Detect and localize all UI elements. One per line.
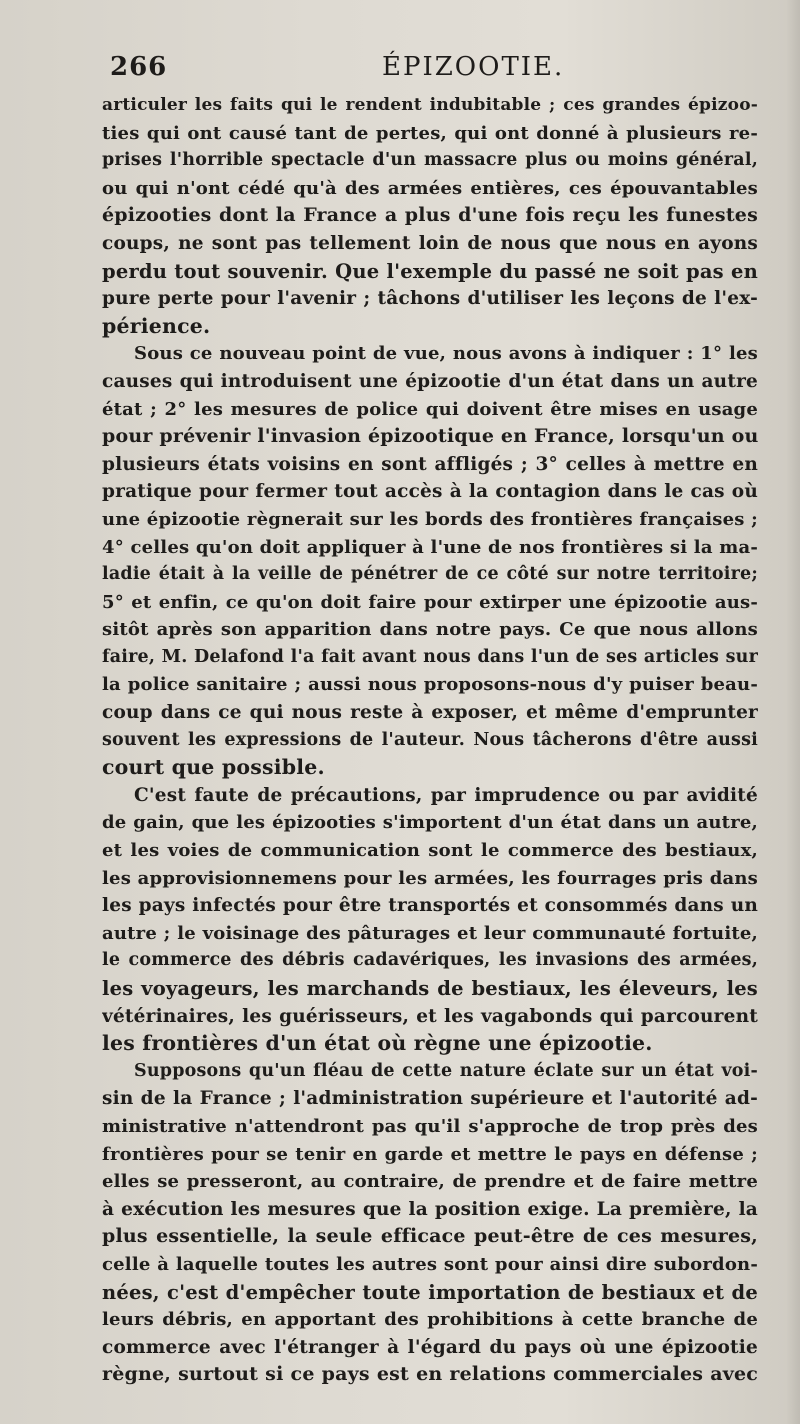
text-line: 4° celles qu'on doit appliquer à l'une de nos frontières si la ma- <box>102 536 758 558</box>
text-line: la police sanitaire ; aussi nous proposons-nous d'y puiser beau- <box>102 674 758 696</box>
text-line: plusieurs états voisins en sont affligés ; 3° celles à mettre en <box>102 453 758 475</box>
text-line: leurs débris, en apportant des prohibitions à cette branche de <box>102 1309 758 1331</box>
body-text <box>102 92 758 1389</box>
text-line: ties qui ont causé tant de pertes, qui ont donné à plusieurs re- <box>102 122 758 144</box>
text-line: ministrative n'attendront pas qu'il s'approche de trop près des <box>102 1115 758 1137</box>
paragraph-start-line: Supposons qu'un fléau de cette nature éclate sur un état voi- <box>134 1060 758 1081</box>
page-header <box>110 52 760 92</box>
text-line: les frontières d'un état où règne une épizootie. <box>102 1031 653 1056</box>
paragraph-start-line: C'est faute de précautions, par imprudence ou par avidité <box>134 784 758 806</box>
text-line: court que possible. <box>102 755 325 780</box>
text-line: coup dans ce qui nous reste à exposer, et même d'emprunter <box>102 702 758 724</box>
text-line: le commerce des débris cadavériques, les invasions des armées, <box>102 950 758 971</box>
text-line: frontières pour se tenir en garde et mettre le pays en défense ; <box>102 1143 758 1165</box>
text-line: plus essentielle, la seule efficace peut-être de ces mesures, <box>102 1225 758 1248</box>
page-edge-shadow <box>786 0 800 1424</box>
text-line: elles se presseront, au contraire, de prendre et de faire mettre <box>102 1171 758 1193</box>
text-line: état ; 2° les mesures de police qui doivent être mises en usage <box>102 398 758 420</box>
text-line: les pays infectés pour être transportés et consommés dans un <box>102 895 758 917</box>
text-line: épizooties dont la France a plus d'une fois reçu les funestes <box>102 204 758 227</box>
text-line: souvent les expressions de l'auteur. Nous tâcherons d'être aussi <box>102 729 758 750</box>
text-line: perdu tout souvenir. Que l'exemple du passé ne soit pas en <box>102 259 758 283</box>
paragraph-start-line: Sous ce nouveau point de vue, nous avons à indiquer : 1° les <box>134 343 758 365</box>
text-line: pure perte pour l'avenir ; tâchons d'utiliser les leçons de l'ex- <box>102 288 758 310</box>
text-line: nées, c'est d'empêcher toute importation de bestiaux et de <box>102 1280 758 1304</box>
text-line: commerce avec l'étranger à l'égard du pays où une épizootie <box>102 1336 758 1358</box>
text-line: pratique pour fermer tout accès à la contagion dans le cas où <box>102 481 758 503</box>
text-line: faire, M. Delafond l'a fait avant nous dans l'un de ses articles sur <box>102 646 758 667</box>
text-line: et les voies de communication sont le commerce des bestiaux, <box>102 840 758 862</box>
text-line: les approvisionnemens pour les armées, les fourrages pris dans <box>102 867 758 889</box>
text-line: règne, surtout si ce pays est en relations commerciales avec <box>102 1363 758 1386</box>
text-line: prises l'horrible spectacle d'un massacre plus ou moins général, <box>102 150 758 171</box>
text-line: sitôt après son apparition dans notre pays. Ce que nous allons <box>102 619 758 641</box>
text-line: sin de la France ; l'administration supérieure et l'autorité ad- <box>102 1088 758 1110</box>
text-line: celle à laquelle toutes les autres sont pour ainsi dire subordon- <box>102 1253 758 1275</box>
text-line: ladie était à la veille de pénétrer de ce côté sur notre territoire; <box>102 564 758 585</box>
text-line: vétérinaires, les guérisseurs, et les vagabonds qui parcourent <box>102 1005 758 1027</box>
text-line: à exécution les mesures que la position exige. La première, la <box>102 1198 758 1220</box>
text-line: une épizootie règnerait sur les bords des frontières françaises ; <box>102 508 758 530</box>
text-line: 5° et enfin, ce qu'on doit faire pour extirper une épizootie aus- <box>102 591 758 613</box>
text-line: pour prévenir l'invasion épizootique en France, lorsqu'un ou <box>102 425 758 448</box>
text-line: coups, ne sont pas tellement loin de nous que nous en ayons <box>102 232 758 254</box>
running-title: ÉPIZOOTIE. <box>382 52 565 82</box>
text-line: ou qui n'ont cédé qu'à des armées entières, ces épouvantables <box>102 177 758 199</box>
text-line: autre ; le voisinage des pâturages et leur communauté fortuite, <box>102 922 758 944</box>
text-line: causes qui introduisent une épizootie d'un état dans un autre <box>102 370 758 392</box>
page-number: 266 <box>110 52 168 82</box>
text-line: périence. <box>102 313 211 338</box>
text-line: de gain, que les épizooties s'importent d'un état dans un autre, <box>102 812 758 834</box>
text-line: les voyageurs, les marchands de bestiaux, les éleveurs, les <box>102 977 758 1000</box>
text-line: articuler les faits qui le rendent indubitable ; ces grandes épizoo- <box>102 95 758 115</box>
